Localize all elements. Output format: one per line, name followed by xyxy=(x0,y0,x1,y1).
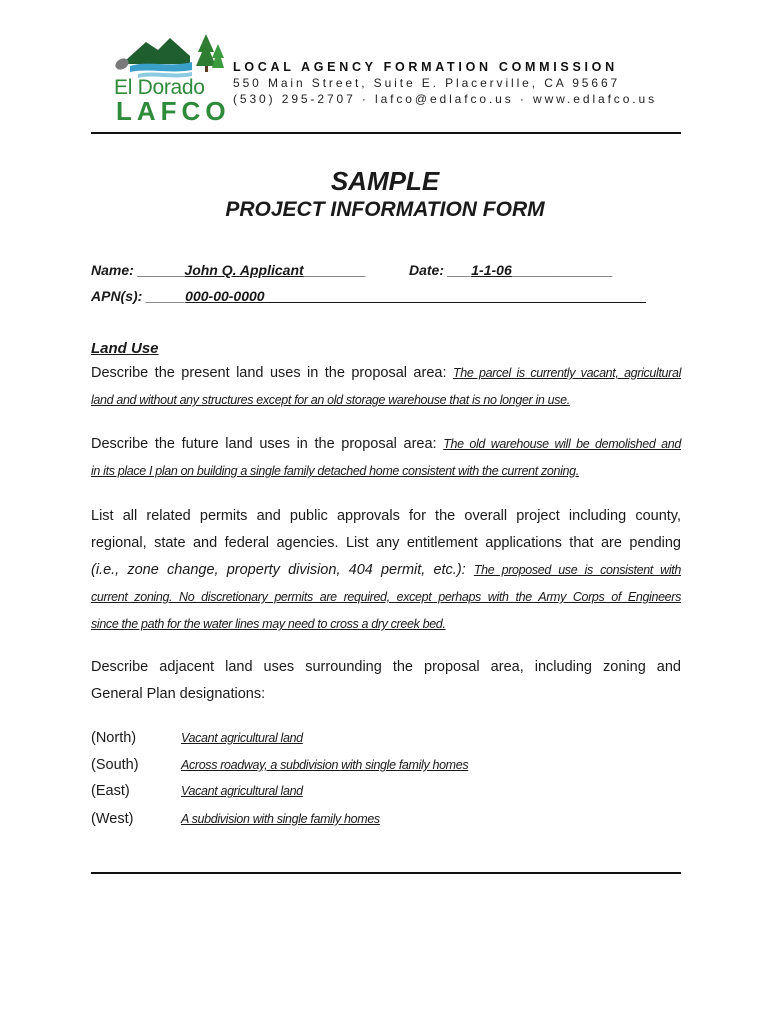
direction-label: (East) xyxy=(91,783,130,799)
date-field xyxy=(409,262,613,278)
date-label: Date: xyxy=(409,262,445,278)
permits-question-line1: List all related permits and public approvals for the overall project including county, xyxy=(91,508,681,524)
future-question: Describe the future land uses in the proposal area: xyxy=(91,436,437,452)
direction-value: Vacant agricultural land xyxy=(181,784,303,798)
el-dorado-lafco-logo xyxy=(108,30,231,126)
direction-label: (West) xyxy=(91,811,134,827)
direction-label: (North) xyxy=(91,730,137,746)
present-question: Describe the present land uses in the proposal area: xyxy=(91,365,447,381)
adjacent-west xyxy=(91,811,380,827)
direction-label: (South) xyxy=(91,757,139,773)
direction-value: Across roadway, a subdivision with single family homes xyxy=(181,758,469,772)
sample-title: SAMPLE xyxy=(330,166,440,196)
date-value: 1-1-06 xyxy=(471,262,512,278)
adjacent-land-uses xyxy=(91,654,681,708)
name-field xyxy=(91,262,366,278)
adjacent-east xyxy=(91,783,303,799)
agency-address: 550 Main Street, Suite E. Placerville, CA 95667 xyxy=(233,76,621,90)
permits-answer-line3: since the path for the water lines may need to cross a dry creek bed. xyxy=(91,617,446,631)
present-answer-line1: The parcel is currently vacant, agricultural xyxy=(452,366,682,380)
related-permits xyxy=(91,503,681,638)
agency-contact: (530) 295-2707 · lafco@edlafco.us · www.edlafco.us xyxy=(233,92,657,106)
date-blank-pre: ___ xyxy=(444,262,472,278)
apn-value: 000-00-0000 xyxy=(185,288,265,304)
adjacent-south xyxy=(91,757,469,773)
permits-answer-line2: current zoning. No discretionary permits are required, except perhaps with the Army Corps of Engineers xyxy=(91,590,681,604)
form-title: PROJECT INFORMATION FORM xyxy=(225,198,545,221)
direction-value: A subdivision with single family homes xyxy=(181,812,380,826)
present-land-use xyxy=(91,360,681,414)
future-answer-line2: in its place I plan on building a single family detached home consistent with the current zoning. xyxy=(91,464,579,478)
direction-value: Vacant agricultural land xyxy=(181,731,303,745)
date-blank-post: _____________ xyxy=(511,262,613,278)
name-label: Name: xyxy=(91,262,134,278)
adjacent-question-line2: General Plan designations: xyxy=(91,686,266,702)
adjacent-north xyxy=(91,730,303,746)
future-answer-line1: The old warehouse will be demolished and xyxy=(443,437,681,451)
future-land-use xyxy=(91,431,681,485)
permits-answer-line1: The proposed use is consistent with xyxy=(473,563,682,577)
name-blank-post: ________ xyxy=(303,262,366,278)
permits-question-line3: (i.e., zone change, property division, 404 permit, etc.): xyxy=(91,562,466,578)
header-divider xyxy=(91,132,681,134)
adjacent-question-line1: Describe adjacent land uses surrounding the proposal area, including zoning and xyxy=(91,659,681,675)
footer-divider xyxy=(91,872,681,874)
logo-abbreviation: LAFCO xyxy=(116,96,231,126)
apn-blank-pre: _____ xyxy=(142,288,186,304)
logo-landscape-icon xyxy=(108,30,224,82)
apn-field xyxy=(91,288,646,304)
present-answer-line2: land and without any structures except for an old storage warehouse that is no longer in use. xyxy=(91,393,570,407)
logo-name: El Dorado xyxy=(114,76,205,99)
agency-name: LOCAL AGENCY FORMATION COMMISSION xyxy=(233,60,618,74)
name-blank-pre: ______ xyxy=(133,262,185,278)
apn-blank-post: _________________________________________________ xyxy=(264,288,647,304)
agency-header xyxy=(233,60,657,106)
permits-question-line2: regional, state and federal agencies. List any entitlement applications that are pending xyxy=(91,535,681,551)
land-use-heading: Land Use xyxy=(91,340,159,357)
apn-label: APN(s): xyxy=(91,288,143,304)
name-value: John Q. Applicant xyxy=(184,262,304,278)
